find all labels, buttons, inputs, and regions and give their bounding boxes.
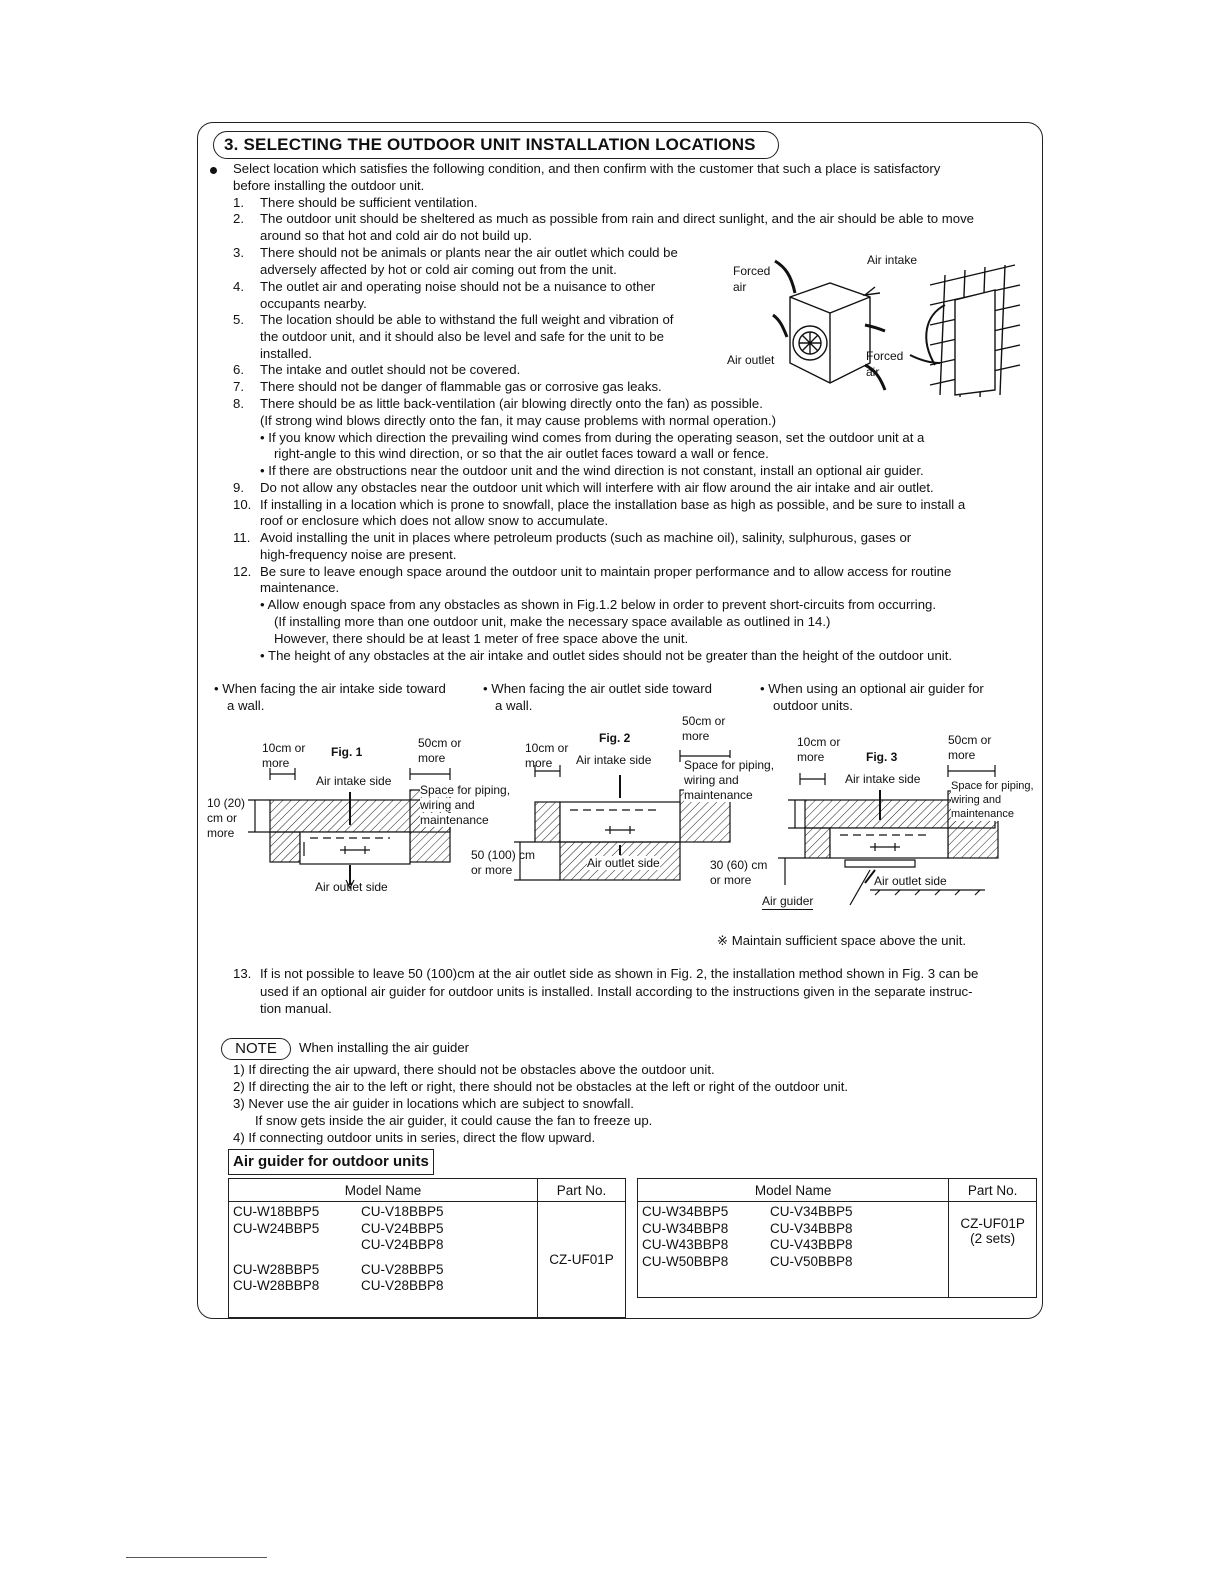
item-number: 11. (233, 530, 251, 545)
note-heading: When installing the air guider (299, 1040, 470, 1055)
section-title: 3. SELECTING THE OUTDOOR UNIT INSTALLATION LOCATIONS (213, 131, 779, 159)
table-header-model: Model Name (229, 1179, 538, 1202)
note-line: If snow gets inside the air guider, it could cause the fan to freeze up. (233, 1113, 653, 1128)
intro-line: before installing the outdoor unit. (233, 178, 425, 193)
fig2-label: Fig. 2 (599, 731, 631, 745)
fig-outlet-label: Air outlet side (587, 856, 660, 870)
item-text: installed. (260, 346, 313, 361)
item-text: There should be as little back-ventilation (air blowing directly onto the fan) as possible. (260, 396, 763, 411)
fig-space-label: maintenance (420, 813, 489, 827)
bullet-icon (210, 167, 217, 174)
model-name: CU-V24BBP8 (361, 1237, 444, 1252)
fig-dim-label: 50cm or (948, 733, 992, 747)
model-name (233, 1254, 353, 1262)
outdoor-unit-illustration (725, 245, 1035, 405)
model-column (766, 1202, 949, 1298)
fig-dim-label: more (525, 756, 553, 770)
item-text: The outdoor unit should be sheltered as much as possible from rain and direct sunlight, and the air should be able to move (260, 211, 975, 226)
item-number: 4. (233, 279, 244, 294)
table-title: Air guider for outdoor units (228, 1149, 434, 1175)
item-text: If is not possible to leave 50 (100)cm at the air outlet side as shown in Fig. 2, the installation method shown in Fig. 3 can be (260, 966, 979, 981)
fig-space-label: Space for piping, (684, 758, 775, 772)
item-number: 10. (233, 497, 252, 512)
table-header-part: Part No. (949, 1179, 1037, 1202)
item-text: • If you know which direction the prevailing wind comes from during the operating season, set the outdoor unit at a (260, 430, 925, 445)
maintain-note: ※ Maintain sufficient space above the unit. (717, 933, 967, 948)
fig-space-label: maintenance (951, 808, 1014, 820)
footer-link-line (126, 1557, 267, 1558)
fig-dim-label: 50cm or (682, 714, 726, 728)
item-text: The intake and outlet should not be covered. (260, 362, 521, 377)
fig-space-label: Space for piping, (951, 780, 1034, 792)
table-header-part: Part No. (538, 1179, 626, 1202)
model-name: CU-W43BBP8 (642, 1237, 729, 1252)
item-number: 12. (233, 564, 252, 579)
fig-dim-label: 10cm or (797, 735, 841, 749)
item-text: The location should be able to withstand the full weight and vibration of (260, 312, 674, 327)
item-number: 9. (233, 480, 244, 495)
model-name: CU-V34BBP5 (770, 1204, 853, 1219)
item-text: used if an optional air guider for outdoor units is installed. Install according to the instructions given in the separate instruc- (260, 984, 973, 999)
fig-dim-label: 50cm or (418, 736, 462, 750)
fig-space-label: wiring and (420, 798, 475, 812)
item-text: around so that hot and cold air do not build up. (260, 228, 533, 243)
table-header-model: Model Name (638, 1179, 949, 1202)
item-text: right-angle to this wind direction, or so that the air outlet faces toward a wall or fence. (274, 446, 769, 461)
item-text: the outdoor unit, and it should also be level and safe for the unit to be (260, 329, 664, 344)
forced-air-label: Forced (866, 349, 904, 363)
item-text: Avoid installing the unit in places where petroleum products (such as machine oil), salinity, sulphurous, gases or (260, 530, 912, 545)
fig-space-label: wiring and (684, 773, 739, 787)
fig3-label: Fig. 3 (866, 750, 898, 764)
fig-intake-label: Air intake side (576, 753, 652, 767)
part-number-note: (2 sets) (970, 1231, 1016, 1246)
air-outlet-label: Air outlet (727, 353, 775, 367)
item-text: • Allow enough space from any obstacles as shown in Fig.1.2 below in order to prevent short-circuits from occurring. (260, 597, 937, 612)
fig-dim-label: 10cm or (262, 741, 306, 755)
note-line: 1) If directing the air upward, there should not be obstacles above the outdoor unit. (233, 1062, 715, 1077)
fig-dim-label: more (797, 750, 825, 764)
fig-dim-label: more (682, 729, 710, 743)
intro-line: Select location which satisfies the following condition, and then confirm with the customer that such a place is satisfactory (233, 161, 941, 176)
model-name: CU-V43BBP8 (770, 1237, 853, 1252)
forced-air-label: air (733, 280, 747, 294)
model-name: CU-V50BBP8 (770, 1253, 853, 1269)
part-number: CZ-UF01P (960, 1216, 1025, 1231)
item-text: There should be sufficient ventilation. (260, 195, 478, 210)
fig-outlet-label: Air outlet side (315, 880, 388, 894)
fig-dim-label: more (262, 756, 290, 770)
note-line: 2) If directing the air to the left or right, there should not be obstacles at the left or right of the outdoor unit. (233, 1079, 849, 1094)
item-text: The outlet air and operating noise should not be a nuisance to other (260, 279, 656, 294)
item-text: (If strong wind blows directly onto the fan, it may cause problems with normal operation.) (260, 413, 777, 428)
fig-bottom-label: or more (471, 863, 513, 877)
model-name: CU-W24BBP5 (233, 1220, 320, 1236)
model-column (357, 1202, 538, 1318)
item-text: maintenance. (260, 580, 340, 595)
model-name: CU-V28BBP8 (361, 1278, 444, 1293)
item-text: There should not be animals or plants near the air outlet which could be (260, 245, 678, 260)
item-text: occupants nearby. (260, 296, 367, 311)
item-number: 6. (233, 362, 244, 377)
item-text: There should not be danger of flammable gas or corrosive gas leaks. (260, 379, 662, 394)
fig-caption: a wall. (495, 698, 533, 713)
item-text: high-frequency noise are present. (260, 547, 457, 562)
parts-table-2 (637, 1178, 1037, 1298)
item-text: Do not allow any obstacles near the outdoor unit which will interfere with air flow around the air intake and air outlet. (260, 480, 934, 495)
item-text: adversely affected by hot or cold air coming out from the unit. (260, 262, 617, 277)
forced-air-label: air (866, 365, 880, 379)
item-number: 7. (233, 379, 244, 394)
fig-space-label: Space for piping, (420, 783, 511, 797)
part-number: CZ-UF01P (538, 1202, 626, 1318)
item-number: 5. (233, 312, 244, 327)
model-name: CU-V18BBP5 (361, 1204, 444, 1219)
air-intake-label: Air intake (867, 253, 918, 267)
item-text: (If installing more than one outdoor unit, make the necessary space available as outlined in 14.) (274, 614, 831, 629)
fig-side-label: more (207, 826, 235, 840)
fig-guider-label: Air guider (762, 894, 814, 908)
part-number-cell (949, 1202, 1037, 1298)
fig-caption: • When facing the air intake side toward (214, 681, 446, 696)
fig-side-label: cm or (207, 811, 237, 825)
fig-bottom-label: or more (710, 873, 752, 887)
model-name: CU-W28BBP8 (233, 1278, 320, 1293)
note-line: 4) If connecting outdoor units in series, direct the flow upward. (233, 1130, 596, 1145)
model-name: CU-V28BBP5 (361, 1261, 444, 1277)
item-text: However, there should be at least 1 meter of free space above the unit. (274, 631, 689, 646)
model-name: CU-V34BBP8 (770, 1220, 853, 1236)
item-text: • If there are obstructions near the outdoor unit and the wind direction is not constant, install an optional air guider. (260, 463, 924, 478)
model-name: CU-W18BBP5 (233, 1204, 320, 1219)
fig1-label: Fig. 1 (331, 745, 363, 759)
model-name (361, 1254, 533, 1262)
model-column (229, 1202, 358, 1318)
fig-space-label: maintenance (684, 788, 753, 802)
fig-caption: • When using an optional air guider for (760, 681, 984, 696)
item-text: Be sure to leave enough space around the outdoor unit to maintain proper performance and to allow access for routine (260, 564, 952, 579)
fig-outlet-label: Air outlet side (874, 874, 947, 888)
fig-dim-label: 10cm or (525, 741, 569, 755)
fig-space-label: wiring and (951, 794, 1002, 806)
item-number: 2. (233, 211, 244, 226)
item-number: 8. (233, 396, 244, 411)
model-name: CU-V24BBP5 (361, 1220, 444, 1236)
item-number: 1. (233, 195, 244, 210)
model-name: CU-W34BBP8 (642, 1220, 729, 1236)
model-name: CU-W28BBP5 (233, 1261, 320, 1277)
fig-dim-label: more (418, 751, 446, 765)
model-name (233, 1237, 353, 1254)
item-number: 3. (233, 245, 244, 260)
item-text: tion manual. (260, 1001, 332, 1016)
item-text: If installing in a location which is prone to snowfall, place the installation base as high as possible, and be sure to install a (260, 497, 966, 512)
note-badge: NOTE (221, 1038, 291, 1060)
parts-table-1 (228, 1178, 626, 1318)
fig-bottom-label: 50 (100) cm (471, 848, 536, 862)
fig-intake-label: Air intake side (316, 774, 392, 788)
item-text: roof or enclosure which does not allow snow to accumulate. (260, 513, 609, 528)
fig-caption: a wall. (227, 698, 265, 713)
note-line: 3) Never use the air guider in locations which are subject to snowfall. (233, 1096, 634, 1111)
fig-dim-label: more (948, 748, 976, 762)
model-name: CU-W34BBP5 (642, 1204, 729, 1219)
forced-air-label: Forced (733, 264, 771, 278)
fig-caption: outdoor units. (773, 698, 853, 713)
model-name: CU-W50BBP8 (642, 1253, 729, 1269)
fig-bottom-label: 30 (60) cm (710, 858, 768, 872)
item-number: 13. (233, 966, 252, 981)
fig-side-label: 10 (20) (207, 796, 246, 810)
fig-caption: • When facing the air outlet side toward (483, 681, 712, 696)
model-column (638, 1202, 767, 1298)
item-text: • The height of any obstacles at the air intake and outlet sides should not be greater than the height of the outdoor unit. (260, 648, 953, 663)
fig-intake-label: Air intake side (845, 772, 921, 786)
